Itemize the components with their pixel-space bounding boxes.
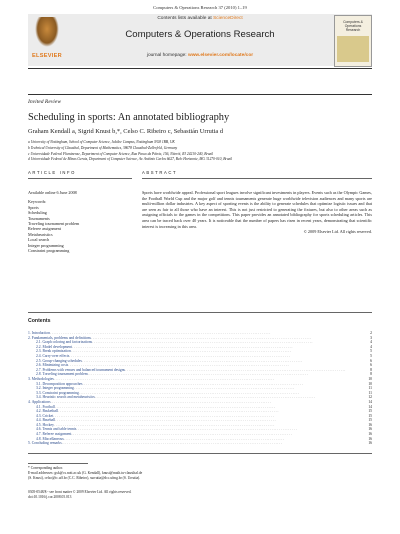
- toc-leader-dots: . . . . . . . . . . . . . . . . . . . . . . . . . . . . . . . . . . . . . . . . . . . . . . . . . . . . . . . . . . . . . . . . . . . . . . . . . . . . . . . . . . . . . . . . . . . . . . . . . . . . . . . . . . . . . . . . . . . . . . . .: [94, 395, 316, 400]
- toc-entry-page: 16: [368, 436, 372, 441]
- toc-entry-label[interactable]: Fundamentals, problems and definitions: [31, 335, 91, 340]
- toc-entry-number: 2.4.: [36, 353, 42, 358]
- toc-entry-label[interactable]: Hockey: [42, 422, 54, 427]
- toc-entry-label[interactable]: Decomposition approaches: [42, 381, 83, 386]
- toc-entry-page: 11: [368, 386, 372, 391]
- publisher-name: ELSEVIER: [31, 53, 63, 59]
- banner-rule-top: [28, 68, 372, 69]
- toc-leader-dots: . . . . . . . . . . . . . . . . . . . . . . . . . . . . . . . . . . . . . . . . . . . . . . . . . . . . . . . . . . . . . . . . . . . . . . . . . . . . . . . . . . . . . . . . . . . . . . . . . . . . . . . . . . . . . . . . . . . . . . . .: [73, 386, 295, 391]
- toc-entry-label[interactable]: Model development: [42, 344, 73, 349]
- toc-entry-number: 2.5.: [36, 358, 42, 363]
- article-title: Scheduling in sports: An annotated bibliography: [28, 112, 230, 123]
- toc-entry-number: 2.1.: [36, 340, 42, 345]
- toc-entry-label[interactable]: Referee assignment: [42, 432, 72, 437]
- toc-leader-dots: . . . . . . . . . . . . . . . . . . . . . . . . . . . . . . . . . . . . . . . . . . . . . . . . . . . . . . . . . . . . . . . . . . . . . . . . . . . . . . . . . . . . . . . . . . . . . . . . . . . . . . . . . . . . . . . . . . . . . . . .: [92, 340, 313, 345]
- corresponding-author-note: * Corresponding author.: [28, 466, 63, 470]
- toc-entry-label[interactable]: Carry-over effects: [42, 353, 70, 358]
- toc-entry-number: 2.8.: [36, 372, 42, 377]
- toc-entry-number: 2.3.: [36, 349, 42, 354]
- doi-link[interactable]: doi:10.1016/j.cor.2008.05.013: [28, 494, 72, 499]
- email-addresses[interactable]: E-mail addresses: gxk@cs.nott.ac.uk (G. Kendall), knust@math.tu-clausthal.de: [28, 470, 143, 475]
- toc-entry-label[interactable]: Problems with venues and balanced tournament designs: [42, 367, 125, 372]
- toc-entry-label[interactable]: Break optimization: [42, 349, 71, 354]
- cover-band: [337, 36, 369, 62]
- toc-entry-label[interactable]: Introduction: [31, 331, 50, 335]
- toc-entry-number: 3.1.: [36, 381, 42, 386]
- journal-homepage-label: journal homepage:: [146, 53, 187, 58]
- toc-entry[interactable]: [28, 441, 372, 446]
- affiliation-b: b Technical University of Clausthal, Department of Mathematics, 38678 Clausthal-Zellerfeld, Germany: [28, 145, 178, 150]
- sciencedirect-link[interactable]: ScienceDirect: [213, 16, 243, 21]
- toc-entry-label[interactable]: Methodologies: [31, 376, 54, 381]
- toc-entry-label[interactable]: Minimizing costs: [42, 363, 69, 368]
- toc-entry-page: 16: [368, 441, 372, 446]
- toc-entry-label[interactable]: Football: [42, 404, 55, 409]
- footnote: [28, 466, 278, 480]
- toc-entry-number: 3.4.: [36, 395, 42, 400]
- toc-entry-page: 10: [368, 381, 372, 386]
- toc-entry-label[interactable]: Graph coloring and factorizations: [42, 340, 93, 345]
- toc-entry-number: 4.3.: [36, 413, 42, 418]
- toc-entry-label[interactable]: Integer programming: [42, 386, 74, 391]
- toc-leader-dots: . . . . . . . . . . . . . . . . . . . . . . . . . . . . . . . . . . . . . . . . . . . . . . . . . . . . . . . . . . . . . . . . . . . . . . . . . . . . . . . . . . . . . . . . . . . . . . . . . . . . . . . . . . . . . . . . . . . . . . . .: [87, 372, 308, 377]
- toc-entry-page: 14: [368, 399, 372, 404]
- toc-leader-dots: . . . . . . . . . . . . . . . . . . . . . . . . . . . . . . . . . . . . . . . . . . . . . . . . . . . . . . . . . . . . . . . . . . . . . . . . . . . . . . . . . . . . . . . . . . . . . . . . . . . . . . . . . . . . . . . . . . . . . . . .: [76, 427, 297, 432]
- toc-entry-label[interactable]: Tennis and table tennis: [42, 427, 77, 432]
- toc-entry-number: 4.5.: [36, 422, 42, 427]
- toc-leader-dots: . . . . . . . . . . . . . . . . . . . . . . . . . . . . . . . . . . . . . . . . . . . . . . . . . . . . . . . . . . . . . . . . . . . . . . . . . . . . . . . . . . . . . . . . . . . . . . . . . . . . . . . . . . . . . . . . . . . . . . . .: [54, 404, 276, 409]
- cover-title: Computers & Operations Research: [343, 20, 363, 33]
- abstract-text: Sports have worldwide appeal. Professional sport leagues involve significant investments in players. Events such as the Olympic Games, the Football World Cup and the major golf and tennis tournaments generate huge worldwide television audiences and many sports are multi-million dollar industries. A key aspect of sporting events is the ability to generate schedules that optimize logistic issues and that are seen as fair to all those who have an interest. This is not just restricted to generating the fixtures, but also to other areas such as assigning officials to the games in the competitions. This paper provides an annotated bibliography for sports scheduling articles. This area can be traced back over 40 years. It is noticeable that the number of papers has risen in recent years, demonstrating that scientific interest is increasing in this area.: [142, 190, 372, 229]
- table-of-contents: [28, 331, 372, 446]
- toc-entry-number: 4.6.: [36, 427, 42, 432]
- affiliation-d: d Universidade Federal de Minas Gerais, Department of Computer Science, Av. Antônio Carlos 6627, Belo Horizonte, MG 31270-010, Brazil: [28, 157, 233, 162]
- toc-entry-page: 16: [368, 427, 372, 432]
- toc-entry-number: 3.2.: [36, 386, 42, 391]
- toc-entry-label[interactable]: Concluding remarks: [31, 441, 62, 446]
- toc-entry-label[interactable]: Heuristic search and metaheuristics: [42, 395, 95, 400]
- toc-leader-dots: . . . . . . . . . . . . . . . . . . . . . . . . . . . . . . . . . . . . . . . . . . . . . . . . . . . . . . . . . . . . . . . . . . . . . . . . . . . . . . . . . . . . . . . . . . . . . . . . . . . . . . . . . . . . . . . . . . . . . . . .: [50, 399, 271, 404]
- contents-rule-bottom: [28, 453, 372, 454]
- toc-entry-page: 14: [368, 404, 372, 409]
- toc-entry-page: 6: [370, 363, 372, 368]
- toc-leader-dots: . . . . . . . . . . . . . . . . . . . . . . . . . . . . . . . . . . . . . . . . . . . . . . . . . . . . . . . . . . . . . . . . . . . . . . . . . . . . . . . . . . . . . . . . . . . . . . . . . . . . . . . . . . . . . . . . . . . . . . . .: [69, 353, 290, 358]
- toc-leader-dots: . . . . . . . . . . . . . . . . . . . . . . . . . . . . . . . . . . . . . . . . . . . . . . . . . . . . . . . . . . . . . . . . . . . . . . . . . . . . . . . . . . . . . . . . . . . . . . . . . . . . . . . . . . . . . . . . . . . . . . . .: [63, 436, 285, 441]
- toc-entry-page: 2: [370, 331, 372, 335]
- keyword: Tournaments: [28, 215, 50, 221]
- journal-homepage-link[interactable]: www.elsevier.com/locate/cor: [187, 53, 254, 58]
- keyword: Local search: [28, 237, 50, 243]
- toc-entry-page: 15: [368, 413, 372, 418]
- issn-line: 0305-0548/$ - see front matter © 2009 Elsevier Ltd. All rights reserved.: [28, 490, 132, 494]
- toc-entry-page: 3: [370, 335, 372, 340]
- toc-entry-label[interactable]: Constraint programming: [42, 390, 79, 395]
- contents-available-text: Contents lists available at: [157, 16, 212, 21]
- email-addresses-cont[interactable]: (S. Knust), celso@ic.uff.br (C.C. Ribeiro), surrutia@dcc.ufmg.br (S. Urrutia).: [28, 475, 141, 480]
- toc-entry-number: 4.7.: [36, 432, 42, 437]
- abstract-rule: [142, 178, 372, 179]
- abstract: [142, 190, 372, 235]
- article-info: [28, 190, 136, 253]
- toc-leader-dots: . . . . . . . . . . . . . . . . . . . . . . . . . . . . . . . . . . . . . . . . . . . . . . . . . . . . . . . . . . . . . . . . . . . . . . . . . . . . . . . . . . . . . . . . . . . . . . . . . . . . . . . . . . . . . . . . . . . . . . . .: [58, 409, 279, 414]
- toc-leader-dots: . . . . . . . . . . . . . . . . . . . . . . . . . . . . . . . . . . . . . . . . . . . . . . . . . . . . . . . . . . . . . . . . . . . . . . . . . . . . . . . . . . . . . . . . . . . . . . . . . . . . . . . . . . . . . . . . . . . . . . . .: [68, 363, 289, 368]
- toc-entry-page: 10: [368, 376, 372, 381]
- toc-entry-label[interactable]: Baseball: [42, 418, 56, 423]
- abstract-heading: ABSTRACT: [142, 170, 178, 175]
- toc-leader-dots: . . . . . . . . . . . . . . . . . . . . . . . . . . . . . . . . . . . . . . . . . . . . . . . . . . . . . . . . . . . . . . . . . . . . . . . . . . . . . . . . . . . . . . . . . . . . . . . . . . . . . . . . . . . . . . . . . . . . . . . .: [70, 349, 292, 354]
- toc-entry-page: 6: [370, 358, 372, 363]
- keywords-label: Keywords:: [28, 199, 47, 205]
- keyword: Referee assignment: [28, 226, 61, 232]
- toc-entry-label[interactable]: Traveling tournament problem: [42, 372, 88, 377]
- toc-entry-page: 8: [370, 372, 372, 377]
- journal-title: Computers & Operations Research: [125, 29, 275, 40]
- keyword: Traveling tournament problem: [28, 221, 80, 227]
- toc-entry-page: 8: [370, 367, 372, 372]
- toc-leader-dots: . . . . . . . . . . . . . . . . . . . . . . . . . . . . . . . . . . . . . . . . . . . . . . . . . . . . . . . . . . . . . . . . . . . . . . . . . . . . . . . . . . . . . . . . . . . . . . . . . . . . . . . . . . . . . . . . . . . . . . . .: [90, 335, 312, 340]
- toc-entry-page: 16: [368, 422, 372, 427]
- toc-leader-dots: . . . . . . . . . . . . . . . . . . . . . . . . . . . . . . . . . . . . . . . . . . . . . . . . . . . . . . . . . . . . . . . . . . . . . . . . . . . . . . . . . . . . . . . . . . . . . . . . . . . . . . . . . . . . . . . . . . . . . . . .: [53, 376, 275, 381]
- journal-homepage-line: [70, 53, 330, 58]
- keyword: Scheduling: [28, 210, 47, 216]
- toc-entry-number: 2.: [28, 335, 31, 340]
- toc-entry-label[interactable]: Group-changing schedules: [42, 358, 82, 363]
- toc-entry-number: 1.: [28, 331, 31, 335]
- footnote-rule: [28, 463, 88, 464]
- running-header: Computers & Operations Research 37 (2010) 1–19: [153, 5, 247, 10]
- toc-leader-dots: . . . . . . . . . . . . . . . . . . . . . . . . . . . . . . . . . . . . . . . . . . . . . . . . . . . . . . . . . . . . . . . . . . . . . . . . . . . . . . . . . . . . . . . . . . . . . . . . . . . . . . . . . . . . . . . . . . . . . . . .: [72, 344, 293, 349]
- toc-leader-dots: . . . . . . . . . . . . . . . . . . . . . . . . . . . . . . . . . . . . . . . . . . . . . . . . . . . . . . . . . . . . . . . . . . . . . . . . . . . . . . . . . . . . . . . . . . . . . . . . . . . . . . . . . . . . . . . . . . . . . . . .: [81, 358, 303, 363]
- toc-entry-page: 5: [370, 349, 372, 354]
- toc-entry-number: 3.: [28, 376, 31, 381]
- toc-entry-page: 11: [368, 390, 372, 395]
- abstract-copyright: © 2009 Elsevier Ltd. All rights reserved.: [303, 229, 372, 235]
- toc-entry-label[interactable]: Miscellaneous: [42, 436, 64, 441]
- affiliations: [28, 140, 372, 163]
- elsevier-tree-icon: [35, 17, 59, 47]
- keyword: Integer programming: [28, 242, 64, 248]
- toc-entry-number: 2.2.: [36, 344, 42, 349]
- keyword: Constraint programming: [28, 248, 70, 254]
- toc-entry-number: 2.7.: [36, 367, 42, 372]
- journal-banner: [28, 14, 372, 66]
- available-online: Available online 6 June 2008: [28, 190, 77, 195]
- toc-leader-dots: . . . . . . . . . . . . . . . . . . . . . . . . . . . . . . . . . . . . . . . . . . . . . . . . . . . . . . . . . . . . . . . . . . . . . . . . . . . . . . . . . . . . . . . . . . . . . . . . . . . . . . . . . . . . . . . . . . . . . . . .: [78, 390, 300, 395]
- contents-available-line: [70, 16, 330, 21]
- toc-entry-page: 15: [368, 418, 372, 423]
- toc-leader-dots: . . . . . . . . . . . . . . . . . . . . . . . . . . . . . . . . . . . . . . . . . . . . . . . . . . . . . . . . . . . . . . . . . . . . . . . . . . . . . . . . . . . . . . . . . . . . . . . . . . . . . . . . . . . . . . . . . . . . . . . .: [61, 441, 283, 446]
- toc-entry-number: 2.6.: [36, 363, 42, 368]
- toc-entry-page: 4: [370, 340, 372, 345]
- journal-cover-thumbnail[interactable]: [334, 15, 372, 67]
- toc-entry-number: 3.3.: [36, 390, 42, 395]
- toc-entry-label[interactable]: Applications: [31, 399, 51, 404]
- toc-leader-dots: . . . . . . . . . . . . . . . . . . . . . . . . . . . . . . . . . . . . . . . . . . . . . . . . . . . . . . . . . . . . . . . . . . . . . . . . . . . . . . . . . . . . . . . . . . . . . . . . . . . . . . . . . . . . . . . . . . . . . . . .: [53, 422, 275, 427]
- toc-entry-number: 5.: [28, 441, 31, 446]
- toc-entry-number: 4.1.: [36, 404, 42, 409]
- article-info-heading: ARTICLE INFO: [28, 170, 76, 175]
- keyword: Metaheuristics: [28, 231, 53, 237]
- toc-entry-page: 12: [368, 395, 372, 400]
- toc-leader-dots: . . . . . . . . . . . . . . . . . . . . . . . . . . . . . . . . . . . . . . . . . . . . . . . . . . . . . . . . . . . . . . . . . . . . . . . . . . . . . . . . . . . . . . . . . . . . . . . . . . . . . . . . . . . . . . . . . . . . . . . .: [82, 381, 303, 386]
- toc-entry-page: 5: [370, 353, 372, 358]
- toc-entry-number: 4.2.: [36, 409, 42, 414]
- toc-leader-dots: . . . . . . . . . . . . . . . . . . . . . . . . . . . . . . . . . . . . . . . . . . . . . . . . . . . . . . . . . . . . . . . . . . . . . . . . . . . . . . . . . . . . . . . . . . . . . . . . . . . . . . . . . . . . . . . . . . . . . . . .: [125, 367, 346, 372]
- toc-entry-page: 15: [368, 409, 372, 414]
- toc-entry-number: 4.: [28, 399, 31, 404]
- toc-entry-page: 4: [370, 344, 372, 349]
- toc-entry-label[interactable]: Basketball: [42, 409, 59, 414]
- contents-heading: Contents: [28, 318, 51, 324]
- article-info-rule: [28, 178, 132, 179]
- article-authors: Graham Kendall a, Sigrid Knust b,*, Celso C. Ribeiro c, Sebastián Urrutia d: [28, 128, 224, 135]
- toc-entry-page: 16: [368, 432, 372, 437]
- toc-entry-number: 4.8.: [36, 436, 42, 441]
- toc-leader-dots: . . . . . . . . . . . . . . . . . . . . . . . . . . . . . . . . . . . . . . . . . . . . . . . . . . . . . . . . . . . . . . . . . . . . . . . . . . . . . . . . . . . . . . . . . . . . . . . . . . . . . . . . . . . . . . . . . . . . . . . .: [71, 432, 292, 437]
- affiliation-a: a University of Nottingham, School of Computer Science, Jubilee Campus, Nottingham NG8 1BB, UK: [28, 140, 175, 144]
- affiliation-c: c Universidade Federal Fluminense, Department of Computer Science, Rua Passo da Pátria, 156, Niterói, RJ 24210-240, Brazil: [28, 151, 214, 156]
- toc-leader-dots: . . . . . . . . . . . . . . . . . . . . . . . . . . . . . . . . . . . . . . . . . . . . . . . . . . . . . . . . . . . . . . . . . . . . . . . . . . . . . . . . . . . . . . . . . . . . . . . . . . . . . . . . . . . . . . . . . . . . . . . .: [49, 331, 271, 335]
- contents-rule-top: [28, 312, 372, 313]
- toc-entry-number: 4.4.: [36, 418, 42, 423]
- elsevier-logo[interactable]: [31, 15, 63, 65]
- banner-rule-thick: [28, 94, 372, 95]
- page-footer: [28, 490, 278, 499]
- article-type: Invited Review: [28, 99, 62, 105]
- keyword: Sports: [28, 204, 39, 210]
- toc-leader-dots: . . . . . . . . . . . . . . . . . . . . . . . . . . . . . . . . . . . . . . . . . . . . . . . . . . . . . . . . . . . . . . . . . . . . . . . . . . . . . . . . . . . . . . . . . . . . . . . . . . . . . . . . . . . . . . . . . . . . . . . .: [55, 418, 276, 423]
- toc-entry-label[interactable]: Cricket: [42, 413, 54, 418]
- toc-leader-dots: . . . . . . . . . . . . . . . . . . . . . . . . . . . . . . . . . . . . . . . . . . . . . . . . . . . . . . . . . . . . . . . . . . . . . . . . . . . . . . . . . . . . . . . . . . . . . . . . . . . . . . . . . . . . . . . . . . . . . . . .: [53, 413, 274, 418]
